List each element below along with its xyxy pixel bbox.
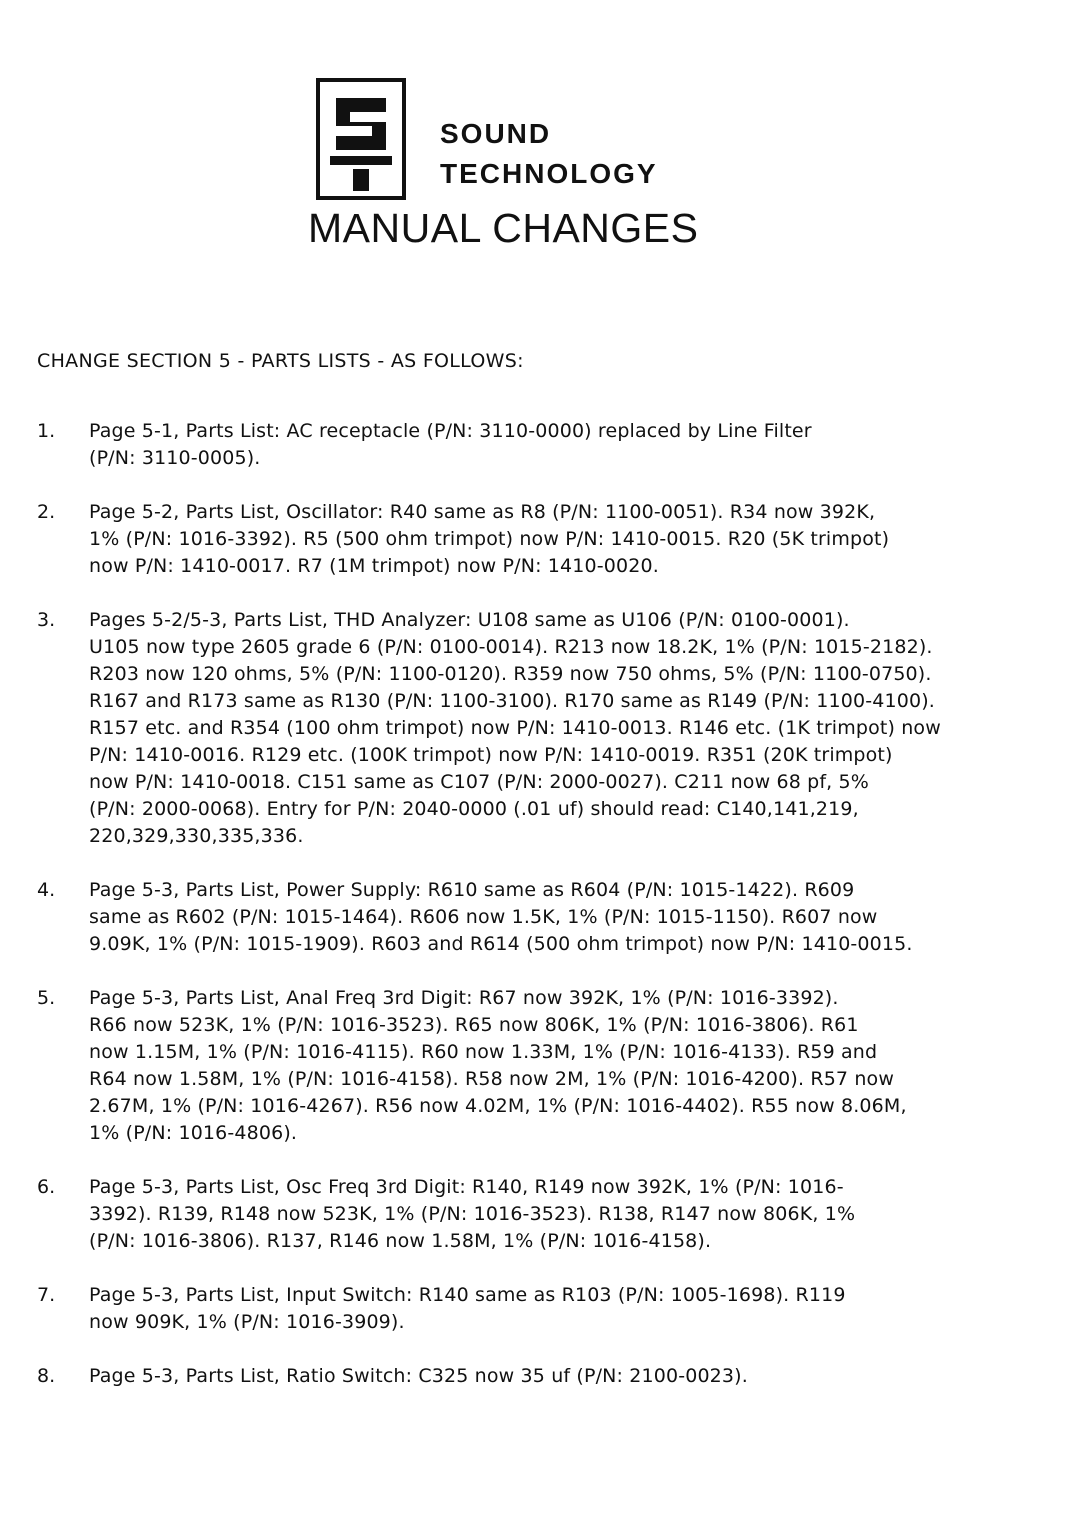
- change-number: 5.: [37, 987, 56, 1009]
- change-text: [89, 1363, 1057, 1390]
- change-item: [37, 1174, 1057, 1255]
- change-text-line: now 909K, 1% (P/N: 1016-3909).: [89, 1311, 405, 1333]
- change-text-line: R157 etc. and R354 (100 ohm trimpot) now P/N: 1410-0013. R146 etc. (1K trimpot) now: [89, 717, 941, 739]
- change-number: 1.: [37, 420, 56, 442]
- change-text-line: same as R602 (P/N: 1015-1464). R606 now 1.5K, 1% (P/N: 1015-1150). R607 now: [89, 906, 878, 928]
- change-text: [89, 499, 1057, 580]
- company-name: [440, 114, 658, 194]
- change-text-line: 2.67M, 1% (P/N: 1016-4267). R56 now 4.02M, 1% (P/N: 1016-4402). R55 now 8.06M,: [89, 1095, 907, 1117]
- change-text-line: 220,329,330,335,336.: [89, 825, 304, 847]
- change-text-line: R167 and R173 same as R130 (P/N: 1100-3100). R170 same as R149 (P/N: 1100-4100).: [89, 690, 935, 712]
- change-text: [89, 985, 1057, 1147]
- page-title: MANUAL CHANGES: [308, 205, 699, 251]
- change-text: [89, 607, 1057, 850]
- change-text-line: 1% (P/N: 1016-3392). R5 (500 ohm trimpot) now P/N: 1410-0015. R20 (5K trimpot): [89, 528, 890, 550]
- change-text-line: P/N: 1410-0016. R129 etc. (100K trimpot) now P/N: 1410-0019. R351 (20K trimpot): [89, 744, 893, 766]
- change-text-line: R203 now 120 ohms, 5% (P/N: 1100-0120). R359 now 750 ohms, 5% (P/N: 1100-0750).: [89, 663, 932, 685]
- company-name-line2: TECHNOLOGY: [440, 158, 658, 189]
- change-text: [89, 418, 1057, 472]
- change-item: [37, 607, 1057, 850]
- change-text-line: Page 5-1, Parts List: AC receptacle (P/N: 3110-0000) replaced by Line Filter: [89, 420, 812, 442]
- sound-technology-logo: [316, 78, 406, 200]
- change-number: 6.: [37, 1176, 56, 1198]
- change-item: [37, 1363, 1057, 1390]
- change-item: [37, 877, 1057, 958]
- change-item: [37, 985, 1057, 1147]
- change-text-line: now 1.15M, 1% (P/N: 1016-4115). R60 now 1.33M, 1% (P/N: 1016-4133). R59 and: [89, 1041, 878, 1063]
- section-heading: CHANGE SECTION 5 - PARTS LISTS - AS FOLLOWS:: [37, 350, 524, 372]
- change-text-line: Page 5-3, Parts List, Osc Freq 3rd Digit: R140, R149 now 392K, 1% (P/N: 1016-: [89, 1176, 844, 1198]
- change-item: [37, 499, 1057, 580]
- change-text-line: Page 5-3, Parts List, Input Switch: R140 same as R103 (P/N: 1005-1698). R119: [89, 1284, 846, 1306]
- change-text-line: Page 5-2, Parts List, Oscillator: R40 same as R8 (P/N: 1100-0051). R34 now 392K,: [89, 501, 876, 523]
- change-text: [89, 1282, 1057, 1336]
- change-text-line: (P/N: 3110-0005).: [89, 447, 261, 469]
- change-text-line: (P/N: 1016-3806). R137, R146 now 1.58M, 1% (P/N: 1016-4158).: [89, 1230, 712, 1252]
- change-item: [37, 1282, 1057, 1336]
- change-text-line: U105 now type 2605 grade 6 (P/N: 0100-0014). R213 now 18.2K, 1% (P/N: 1015-2182).: [89, 636, 933, 658]
- change-text-line: 3392). R139, R148 now 523K, 1% (P/N: 1016-3523). R138, R147 now 806K, 1%: [89, 1203, 856, 1225]
- change-text-line: Page 5-3, Parts List, Power Supply: R610 same as R604 (P/N: 1015-1422). R609: [89, 879, 855, 901]
- change-text-line: R66 now 523K, 1% (P/N: 1016-3523). R65 now 806K, 1% (P/N: 1016-3806). R61: [89, 1014, 859, 1036]
- company-name-line1: SOUND: [440, 118, 552, 149]
- change-number: 7.: [37, 1284, 56, 1306]
- change-text-line: 1% (P/N: 1016-4806).: [89, 1122, 298, 1144]
- change-text-line: (P/N: 2000-0068). Entry for P/N: 2040-0000 (.01 uf) should read: C140,141,219,: [89, 798, 859, 820]
- change-text-line: Pages 5-2/5-3, Parts List, THD Analyzer: U108 same as U106 (P/N: 0100-0001).: [89, 609, 850, 631]
- change-text-line: 9.09K, 1% (P/N: 1015-1909). R603 and R614 (500 ohm trimpot) now P/N: 1410-0015.: [89, 933, 913, 955]
- change-number: 8.: [37, 1365, 56, 1387]
- change-number: 3.: [37, 609, 56, 631]
- change-text-line: R64 now 1.58M, 1% (P/N: 1016-4158). R58 now 2M, 1% (P/N: 1016-4200). R57 now: [89, 1068, 895, 1090]
- change-number: 2.: [37, 501, 56, 523]
- change-text-line: Page 5-3, Parts List, Ratio Switch: C325 now 35 uf (P/N: 2100-0023).: [89, 1365, 748, 1387]
- changes-list: [37, 418, 1057, 1417]
- change-text-line: now P/N: 1410-0018. C151 same as C107 (P/N: 2000-0027). C211 now 68 pf, 5%: [89, 771, 869, 793]
- change-text-line: now P/N: 1410-0017. R7 (1M trimpot) now P/N: 1410-0020.: [89, 555, 659, 577]
- change-text-line: Page 5-3, Parts List, Anal Freq 3rd Digit: R67 now 392K, 1% (P/N: 1016-3392).: [89, 987, 839, 1009]
- change-number: 4.: [37, 879, 56, 901]
- change-text: [89, 1174, 1057, 1255]
- change-item: [37, 418, 1057, 472]
- change-text: [89, 877, 1057, 958]
